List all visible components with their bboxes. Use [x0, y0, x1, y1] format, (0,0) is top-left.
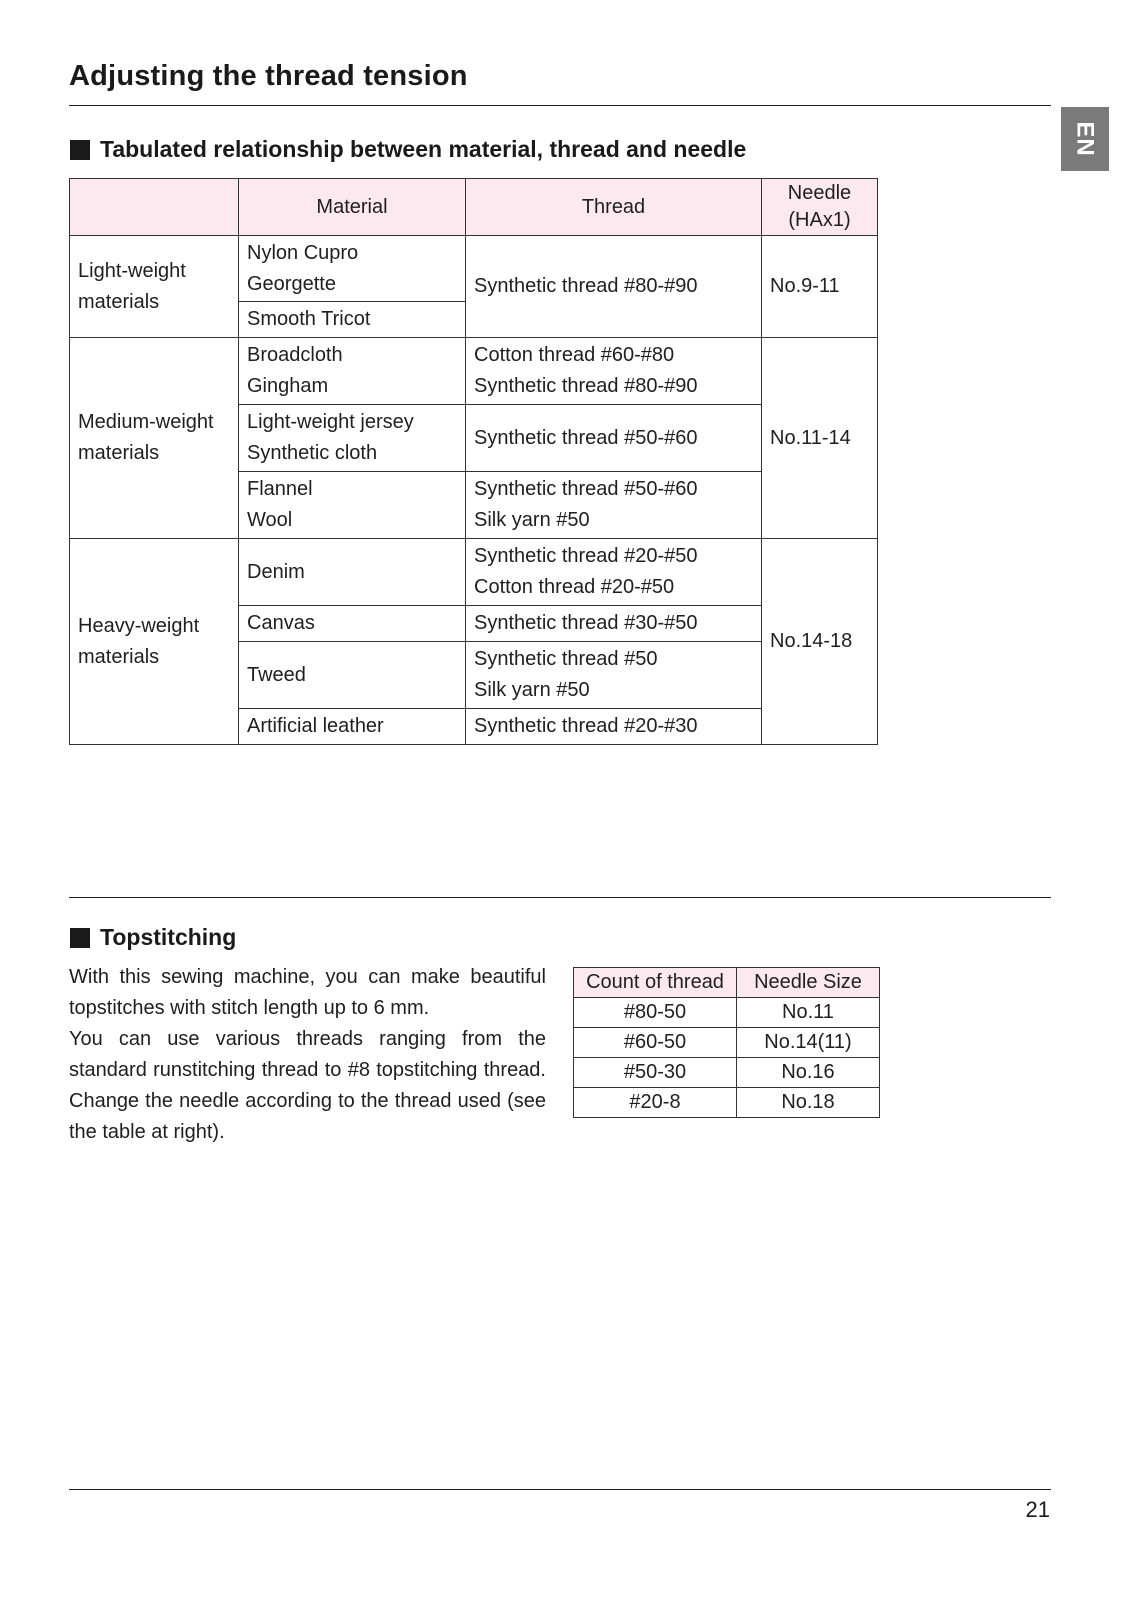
- thread-cell: Synthetic thread #50 Silk yarn #50: [466, 642, 762, 709]
- square-bullet-icon: [70, 140, 90, 160]
- needle-cell-medium: No.11-14: [762, 338, 878, 539]
- section-title-material-table: [70, 136, 746, 163]
- topstitching-description: [69, 962, 546, 1148]
- needle-size-cell: No.11: [737, 998, 880, 1028]
- count-cell: #50-30: [574, 1058, 737, 1088]
- header-cell-needle-size: Needle Size: [737, 968, 880, 998]
- table-row: [574, 998, 880, 1028]
- table-header-row: [574, 968, 880, 998]
- language-tab-label: EN: [1072, 121, 1099, 157]
- material-cell: Artificial leather: [239, 709, 466, 745]
- material-cell: Broadcloth Gingham: [239, 338, 466, 405]
- table-row: [574, 1028, 880, 1058]
- material-cell: Nylon Cupro Georgette: [239, 236, 466, 302]
- material-thread-needle-table: [69, 178, 878, 745]
- table-row: [70, 236, 878, 302]
- header-divider: [69, 105, 1051, 106]
- material-cell: Tweed: [239, 642, 466, 709]
- count-cell: #20-8: [574, 1088, 737, 1118]
- material-cell: Canvas: [239, 606, 466, 642]
- group-label-medium: Medium-weight materials: [70, 338, 239, 539]
- paragraph: You can use various threads ranging from the standard runstitching thread to #8 topstitching thread. Change the needle according to the thread used (see the table at right).: [69, 1028, 546, 1143]
- header-cell-needle: Needle (HAx1): [762, 179, 878, 236]
- needle-size-cell: No.16: [737, 1058, 880, 1088]
- header-cell-thread: Thread: [466, 179, 762, 236]
- thread-cell: Synthetic thread #30-#50: [466, 606, 762, 642]
- needle-size-cell: No.14(11): [737, 1028, 880, 1058]
- section-divider: [69, 897, 1051, 898]
- material-cell: Light-weight jersey Synthetic cloth: [239, 405, 466, 472]
- section-title-text: Tabulated relationship between material, thread and needle: [100, 136, 747, 162]
- group-label-light: Light-weight materials: [70, 236, 239, 338]
- material-cell: Denim: [239, 539, 466, 606]
- header-cell-material: Material: [239, 179, 466, 236]
- page-title: Adjusting the thread tension: [69, 60, 468, 92]
- footer-divider: [69, 1489, 1051, 1490]
- thread-cell: Synthetic thread #80-#90: [466, 236, 762, 338]
- thread-cell: Synthetic thread #20-#50 Cotton thread #20-#50: [466, 539, 762, 606]
- thread-cell: Cotton thread #60-#80 Synthetic thread #80-#90: [466, 338, 762, 405]
- page-number: 21: [1025, 1497, 1050, 1522]
- material-cell: Flannel Wool: [239, 472, 466, 539]
- section-title-text: Topstitching: [100, 924, 237, 950]
- table-row: [70, 338, 878, 405]
- table-row: [574, 1058, 880, 1088]
- header-cell-count: Count of thread: [574, 968, 737, 998]
- count-cell: #60-50: [574, 1028, 737, 1058]
- table-row: [70, 539, 878, 606]
- thread-cell: Synthetic thread #20-#30: [466, 709, 762, 745]
- thread-cell: Synthetic thread #50-#60 Silk yarn #50: [466, 472, 762, 539]
- group-label-heavy: Heavy-weight materials: [70, 539, 239, 745]
- needle-cell-light: No.9-11: [762, 236, 878, 338]
- table-header-row: [70, 179, 878, 236]
- thread-cell: Synthetic thread #50-#60: [466, 405, 762, 472]
- square-bullet-icon: [70, 928, 90, 948]
- section-title-topstitching: [70, 924, 236, 951]
- header-cell-group: [70, 179, 239, 236]
- needle-cell-heavy: No.14-18: [762, 539, 878, 745]
- thread-needle-size-table: [573, 967, 880, 1118]
- count-cell: #80-50: [574, 998, 737, 1028]
- needle-size-cell: No.18: [737, 1088, 880, 1118]
- language-tab: [1061, 107, 1109, 171]
- table-row: [574, 1088, 880, 1118]
- material-cell: Smooth Tricot: [239, 302, 466, 338]
- paragraph: With this sewing machine, you can make beautiful topstitches with stitch length up to 6 mm.: [69, 966, 546, 1019]
